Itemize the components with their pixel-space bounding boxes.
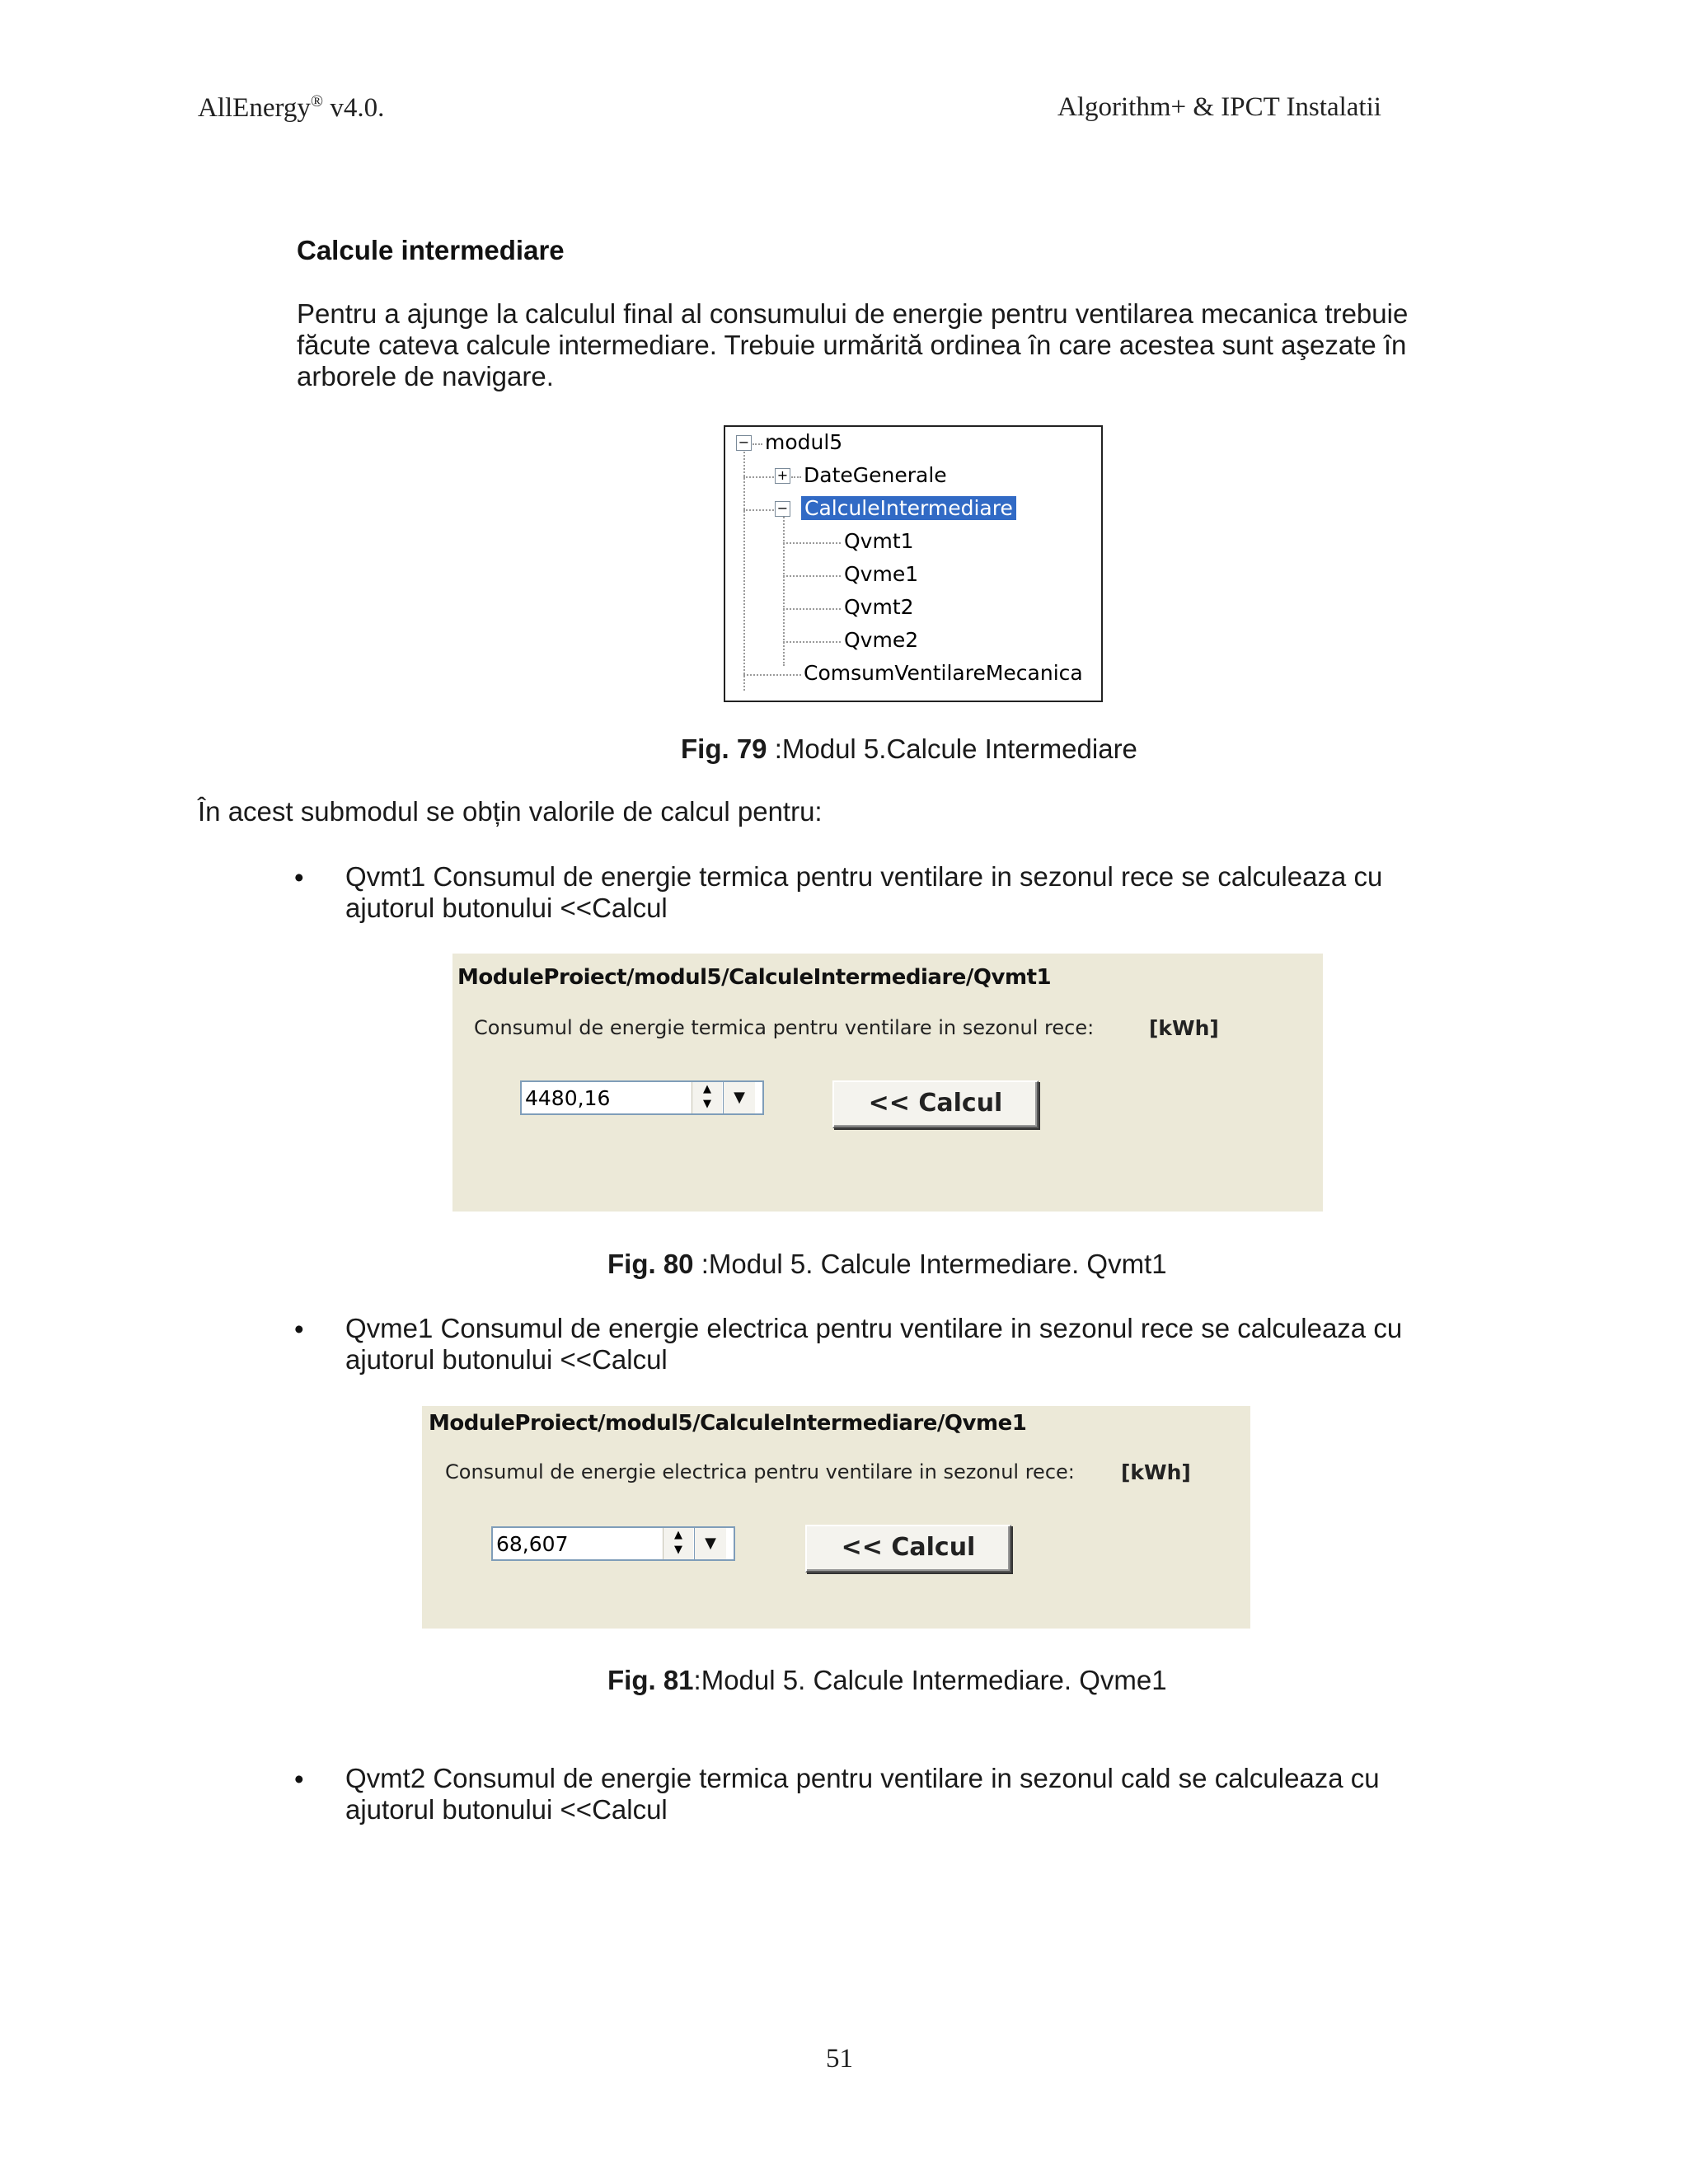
figure-caption-81 [607, 1665, 1167, 1696]
calcul-button[interactable]: << Calcul [805, 1525, 1011, 1572]
intro-paragraph [297, 298, 1408, 392]
bullet-line: Qvme1 Consumul de energie electrica pentru ventilare in sezonul rece se calculeaza cu [345, 1313, 1403, 1343]
tree-connector [753, 443, 762, 445]
bullet-line: ajutorul butonului <<Calcul [345, 893, 668, 923]
bullet-icon: • [294, 862, 304, 893]
dropdown-arrow-icon[interactable]: ▼ [723, 1082, 755, 1113]
tree-node-selected-label: CalculeIntermediare [801, 496, 1016, 520]
calcul-button[interactable]: << Calcul [832, 1080, 1039, 1128]
panel-path-title: ModuleProiect/modul5/CalculeIntermediare/Qvme1 [429, 1411, 1027, 1436]
tree-trunk-line [743, 452, 745, 691]
tree-node-consumventilaremecanica[interactable]: ComsumVentilareMecanica [804, 661, 1083, 685]
qvmt1-value-spinbox[interactable] [520, 1080, 764, 1115]
qvme1-value-input[interactable] [495, 1530, 663, 1558]
panel-path-title: ModuleProiect/modul5/CalculeIntermediare/Qvmt1 [457, 965, 1052, 990]
expand-icon[interactable]: + [775, 468, 790, 484]
tree-node-qvme2[interactable]: Qvme2 [844, 628, 919, 652]
spin-arrows[interactable] [663, 1528, 693, 1559]
header-brand: AllEnergy [198, 93, 311, 123]
registered-mark: ® [310, 92, 324, 110]
tree-connector [783, 575, 841, 577]
figure-caption-79 [681, 733, 1137, 765]
bullet-item-qvmt2 [345, 1763, 1380, 1825]
bullet-icon: • [294, 1314, 304, 1344]
spin-arrows[interactable] [692, 1082, 722, 1113]
tree-connector [783, 608, 841, 610]
spin-up-icon[interactable]: ▲ [703, 1083, 711, 1095]
intro-line: Pentru a ajunge la calculul final al consumului de energie pentru ventilarea mecanica trebuie [297, 298, 1409, 329]
figure-number: Fig. 81 [607, 1665, 694, 1695]
tree-node-modul5[interactable]: modul5 [765, 430, 843, 454]
figure-caption-80 [607, 1249, 1167, 1280]
spin-down-icon[interactable]: ▼ [674, 1544, 682, 1556]
bullet-icon: • [294, 1764, 304, 1794]
panel-field-label: Consumul de energie electrica pentru ventilare in sezonul rece: [445, 1460, 1075, 1483]
submodule-intro: În acest submodul se obțin valorile de calcul pentru: [198, 796, 823, 827]
page-number: 51 [826, 2044, 853, 2074]
spin-down-icon[interactable]: ▼ [703, 1098, 711, 1110]
tree-node-qvme1[interactable]: Qvme1 [844, 562, 919, 586]
tree-node-calculeintermediare[interactable] [801, 494, 1016, 523]
tree-connector [791, 476, 801, 478]
panel-unit-label: [kWh] [1149, 1016, 1219, 1040]
figure-number: Fig. 79 [681, 733, 767, 764]
bullet-line: Qvmt1 Consumul de energie termica pentru ventilare in sezonul rece se calculeaza cu [345, 861, 1383, 892]
panel-field-label: Consumul de energie termica pentru ventilare in sezonul rece: [474, 1016, 1095, 1039]
tree-connector [783, 542, 841, 544]
tree-node-qvmt2[interactable]: Qvmt2 [844, 595, 914, 619]
bullet-item-qvme1 [345, 1313, 1402, 1376]
figure-number: Fig. 80 [607, 1249, 694, 1279]
navigation-tree [724, 425, 1103, 702]
qvmt1-panel [452, 954, 1323, 1212]
header-version: v4.0. [323, 93, 385, 123]
tree-connector [783, 641, 841, 643]
qvmt1-value-input[interactable] [523, 1084, 692, 1112]
bullet-line: Qvmt2 Consumul de energie termica pentru ventilare in sezonul cald se calculeaza cu [345, 1763, 1380, 1793]
collapse-icon[interactable]: − [736, 435, 752, 451]
header-right: Algorithm+ & IPCT Instalatii [1057, 92, 1381, 122]
tree-connector [743, 476, 776, 478]
dropdown-arrow-icon[interactable]: ▼ [694, 1528, 726, 1559]
qvme1-panel [422, 1406, 1250, 1629]
intro-line: făcute cateva calcule intermediare. Trebuie urmărită ordinea în care acestea sunt aşezate în [297, 330, 1407, 360]
figure-text: :Modul 5. Calcule Intermediare. Qvme1 [693, 1665, 1167, 1695]
panel-unit-label: [kWh] [1121, 1460, 1191, 1484]
tree-node-qvmt1[interactable]: Qvmt1 [844, 529, 914, 553]
tree-connector [743, 509, 776, 511]
qvme1-value-spinbox[interactable] [491, 1526, 735, 1561]
collapse-icon[interactable]: − [775, 501, 790, 517]
bullet-line: ajutorul butonului <<Calcul [345, 1344, 668, 1375]
tree-connector [743, 674, 801, 676]
section-title: Calcule intermediare [297, 235, 565, 265]
intro-line: arborele de navigare. [297, 361, 554, 391]
bullet-line: ajutorul butonului <<Calcul [345, 1794, 668, 1825]
header-left [198, 92, 384, 124]
spin-up-icon[interactable]: ▲ [674, 1529, 682, 1541]
figure-text: :Modul 5.Calcule Intermediare [767, 733, 1137, 764]
tree-node-dategenerale[interactable]: DateGenerale [804, 463, 947, 487]
figure-text: :Modul 5. Calcule Intermediare. Qvmt1 [693, 1249, 1167, 1279]
bullet-item-qvmt1 [345, 861, 1382, 924]
